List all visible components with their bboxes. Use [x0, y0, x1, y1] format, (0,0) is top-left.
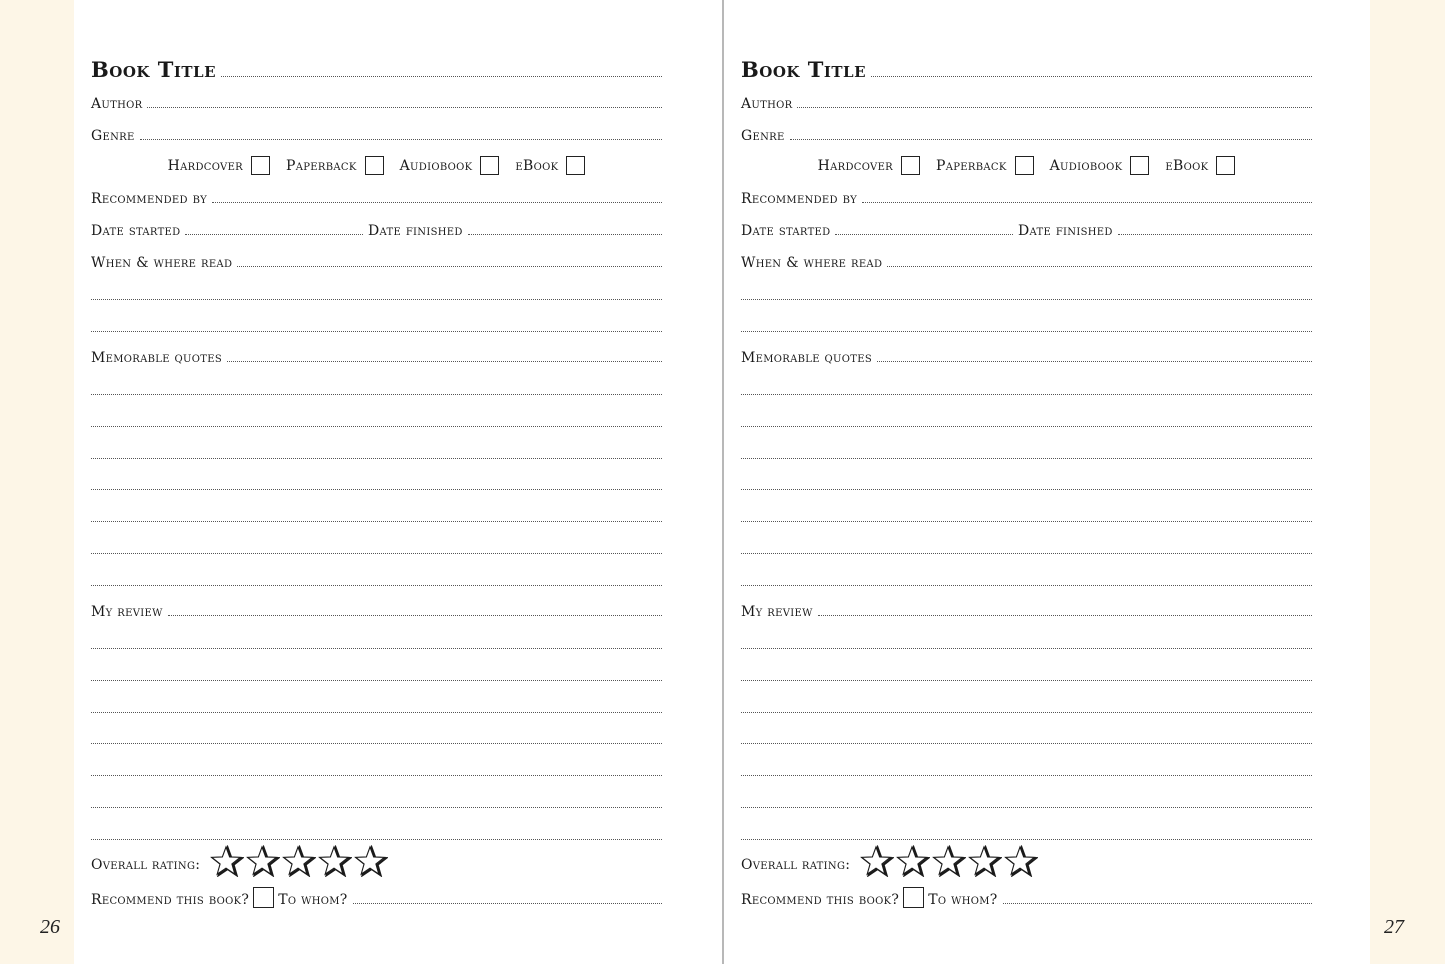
recommend-row [91, 887, 662, 908]
book-title-row [91, 59, 662, 81]
quotes-line[interactable] [91, 585, 662, 586]
format-label: Paperback [936, 157, 1007, 174]
memorable-quotes-row [741, 350, 1312, 366]
quotes-line[interactable] [91, 521, 662, 522]
review-line[interactable] [741, 839, 1312, 840]
book-title-line[interactable] [221, 75, 662, 77]
to-whom-line[interactable] [1003, 902, 1312, 904]
author-row [741, 96, 1312, 112]
quotes-line[interactable] [91, 489, 662, 490]
format-option-paperback [286, 156, 384, 175]
overall-rating-label: Overall rating: [91, 857, 201, 873]
format-label: Hardcover [817, 157, 894, 174]
overall-rating-row [741, 845, 1312, 877]
star-outline-icon[interactable] [932, 845, 966, 877]
format-option-ebook [1165, 156, 1235, 175]
when-where-read-row [91, 255, 662, 271]
recommended-by-label: Recommended by [91, 191, 207, 207]
format-label: Paperback [286, 157, 357, 174]
genre-label: Genre [741, 128, 785, 144]
checkbox-icon[interactable] [253, 887, 274, 908]
date-started-group [91, 223, 368, 239]
when-where-read-row [741, 255, 1312, 271]
recommended-by-row [91, 191, 662, 207]
author-label: Author [91, 96, 143, 112]
memorable-quotes-line[interactable] [227, 360, 662, 362]
format-label: Audiobook [399, 157, 473, 174]
left-page [74, 0, 722, 964]
date-finished-group [1018, 223, 1312, 239]
recommended-by-row [741, 191, 1312, 207]
format-options [91, 156, 662, 175]
when-where-read-label: When & where read [741, 255, 883, 271]
checkbox-icon[interactable] [566, 156, 585, 175]
when-where-line[interactable] [741, 331, 1312, 332]
memorable-quotes-label: Memorable quotes [741, 350, 873, 366]
review-line[interactable] [91, 712, 662, 713]
star-rating [860, 845, 1040, 877]
memorable-quotes-line[interactable] [877, 360, 1312, 362]
star-outline-icon[interactable] [210, 845, 244, 877]
star-outline-icon[interactable] [1004, 845, 1038, 877]
genre-line[interactable] [790, 138, 1312, 140]
right-page [724, 0, 1370, 964]
date-finished-label: Date finished [368, 223, 463, 239]
my-review-label: My review [91, 604, 163, 620]
to-whom-label: To whom? [278, 892, 348, 908]
quotes-line[interactable] [91, 426, 662, 427]
quotes-line[interactable] [741, 521, 1312, 522]
format-option-paperback [936, 156, 1034, 175]
author-line[interactable] [147, 106, 662, 108]
date-started-label: Date started [741, 223, 831, 239]
date-started-line[interactable] [185, 233, 363, 235]
checkbox-icon[interactable] [1130, 156, 1149, 175]
when-where-line[interactable] [91, 299, 662, 300]
star-outline-icon[interactable] [354, 845, 388, 877]
memorable-quotes-row [91, 350, 662, 366]
recommend-row [741, 887, 1312, 908]
review-line[interactable] [91, 648, 662, 649]
review-line[interactable] [741, 712, 1312, 713]
recommended-by-line[interactable] [862, 201, 1312, 203]
to-whom-label: To whom? [928, 892, 998, 908]
date-finished-line[interactable] [468, 233, 662, 235]
checkbox-icon[interactable] [903, 887, 924, 908]
format-option-ebook [515, 156, 585, 175]
format-option-audiobook [400, 156, 500, 175]
star-outline-icon[interactable] [282, 845, 316, 877]
date-started-label: Date started [91, 223, 181, 239]
book-title-label: Book Title [741, 57, 867, 82]
review-line[interactable] [91, 775, 662, 776]
format-label: Audiobook [1049, 157, 1123, 174]
star-outline-icon[interactable] [246, 845, 280, 877]
recommend-label: Recommend this book? [91, 892, 250, 908]
date-finished-label: Date finished [1018, 223, 1113, 239]
date-started-group [741, 223, 1018, 239]
checkbox-icon[interactable] [1216, 156, 1235, 175]
star-outline-icon[interactable] [860, 845, 894, 877]
when-where-read-line[interactable] [887, 265, 1312, 267]
review-line[interactable] [91, 807, 662, 808]
quotes-line[interactable] [91, 553, 662, 554]
star-outline-icon[interactable] [896, 845, 930, 877]
format-label: Hardcover [167, 157, 244, 174]
when-where-line[interactable] [741, 299, 1312, 300]
author-row [91, 96, 662, 112]
my-review-row [91, 604, 662, 620]
checkbox-icon[interactable] [251, 156, 270, 175]
quotes-line[interactable] [741, 426, 1312, 427]
quotes-line[interactable] [741, 458, 1312, 459]
book-title-label: Book Title [91, 57, 217, 82]
dates-row [91, 223, 662, 239]
author-line[interactable] [797, 106, 1312, 108]
my-review-label: My review [741, 604, 813, 620]
format-label: eBook [515, 157, 559, 174]
page-number-left: 26 [40, 916, 60, 938]
review-line[interactable] [741, 648, 1312, 649]
review-line[interactable] [741, 743, 1312, 744]
page-number-right: 27 [1384, 916, 1404, 938]
review-line[interactable] [91, 839, 662, 840]
star-outline-icon[interactable] [318, 845, 352, 877]
quotes-line[interactable] [741, 553, 1312, 554]
genre-row [91, 128, 662, 144]
format-option-hardcover [818, 156, 920, 175]
review-line[interactable] [741, 680, 1312, 681]
format-options [741, 156, 1312, 175]
checkbox-icon[interactable] [1015, 156, 1034, 175]
review-line[interactable] [91, 680, 662, 681]
date-started-line[interactable] [835, 233, 1013, 235]
genre-line[interactable] [140, 138, 662, 140]
quotes-line[interactable] [741, 489, 1312, 490]
genre-label: Genre [91, 128, 135, 144]
when-where-read-line[interactable] [237, 265, 662, 267]
quotes-line[interactable] [741, 394, 1312, 395]
star-outline-icon[interactable] [968, 845, 1002, 877]
memorable-quotes-label: Memorable quotes [91, 350, 223, 366]
checkbox-icon[interactable] [901, 156, 920, 175]
format-option-audiobook [1050, 156, 1150, 175]
dates-row [741, 223, 1312, 239]
overall-rating-label: Overall rating: [741, 857, 851, 873]
recommended-by-label: Recommended by [741, 191, 857, 207]
checkbox-icon[interactable] [365, 156, 384, 175]
my-review-line[interactable] [168, 614, 662, 616]
when-where-line[interactable] [91, 331, 662, 332]
review-line[interactable] [741, 807, 1312, 808]
recommended-by-line[interactable] [212, 201, 662, 203]
book-title-line[interactable] [871, 75, 1312, 77]
review-line[interactable] [741, 775, 1312, 776]
date-finished-group [368, 223, 662, 239]
overall-rating-row [91, 845, 662, 877]
checkbox-icon[interactable] [480, 156, 499, 175]
recommend-label: Recommend this book? [741, 892, 900, 908]
my-review-line[interactable] [818, 614, 1312, 616]
review-line[interactable] [91, 743, 662, 744]
date-finished-line[interactable] [1118, 233, 1312, 235]
genre-row [741, 128, 1312, 144]
to-whom-line[interactable] [353, 902, 662, 904]
star-rating [210, 845, 390, 877]
my-review-row [741, 604, 1312, 620]
author-label: Author [741, 96, 793, 112]
format-option-hardcover [168, 156, 270, 175]
when-where-read-label: When & where read [91, 255, 233, 271]
quotes-line[interactable] [741, 585, 1312, 586]
format-label: eBook [1165, 157, 1209, 174]
quotes-line[interactable] [91, 458, 662, 459]
book-title-row [741, 59, 1312, 81]
quotes-line[interactable] [91, 394, 662, 395]
